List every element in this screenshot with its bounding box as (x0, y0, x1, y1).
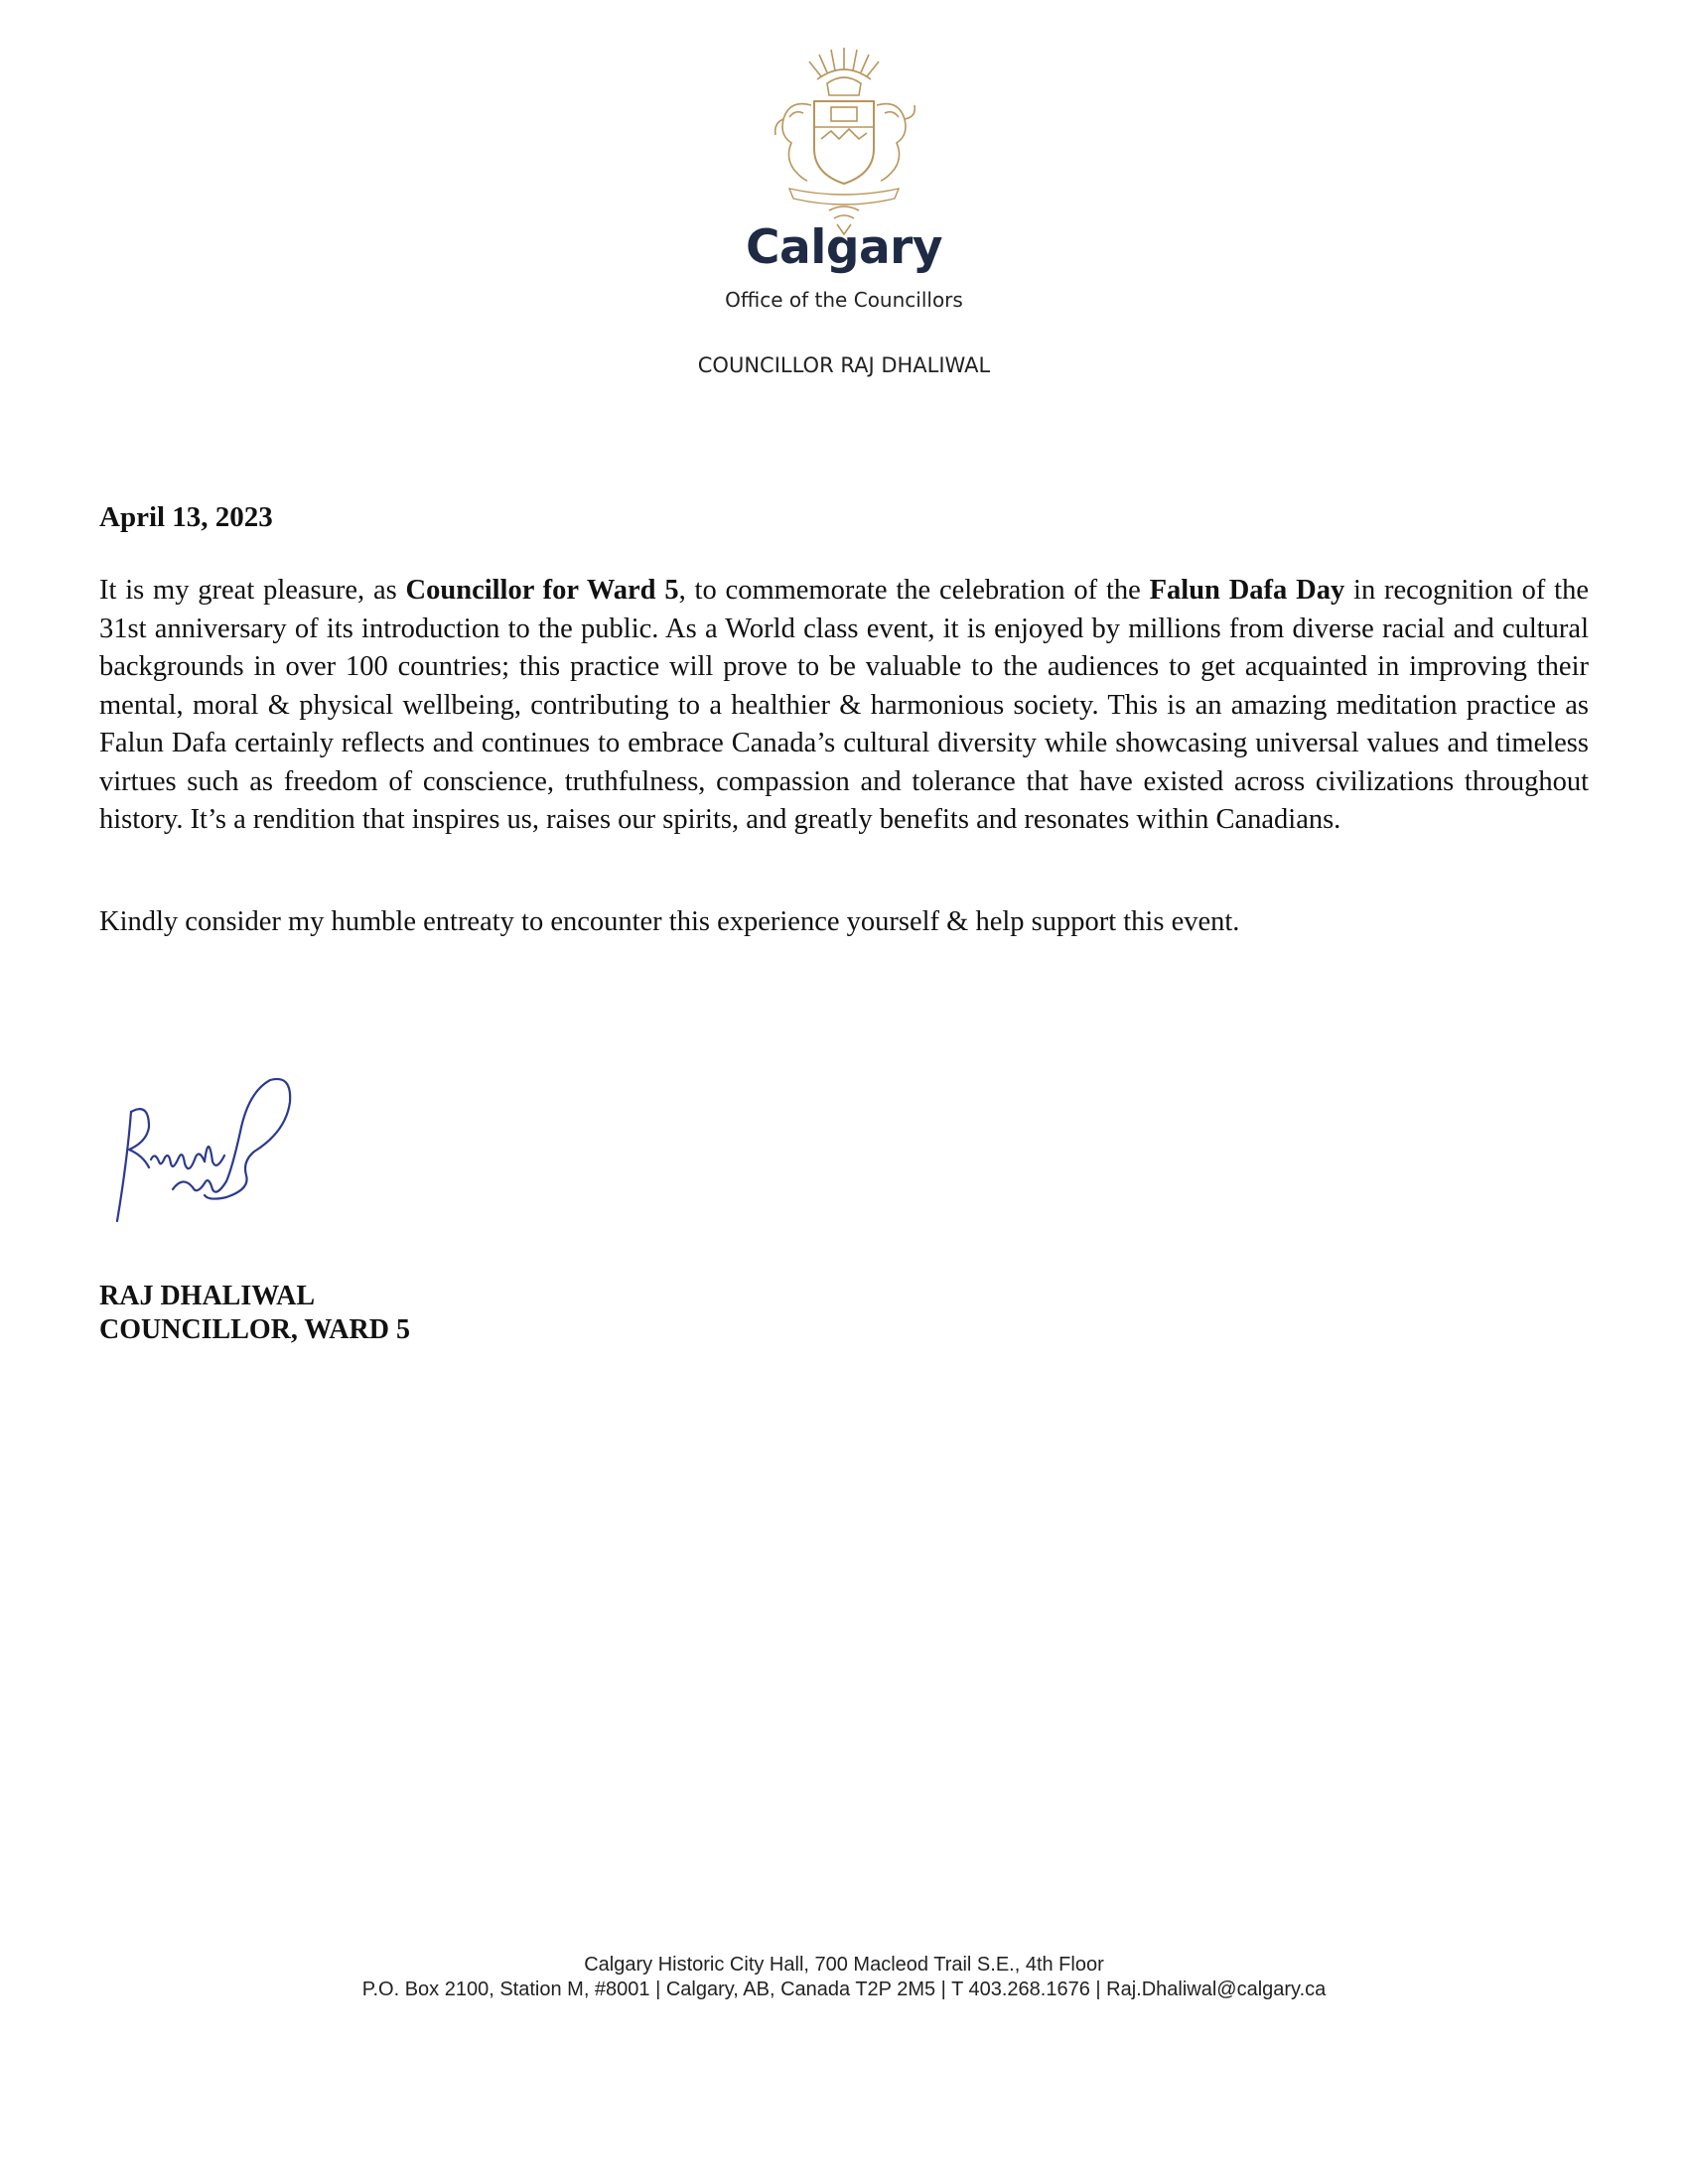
body-text-3: in recognition of the 31st anniversary of its introduction to the public. As a World class event, it is enjoyed by millions from diverse racial and cultural backgrounds in over 100 countries; this practice will prove to be valuable to the audiences to get acquainted in improving their mental, moral & physical wellbeing, contributing to a healthier & harmonious society. This is an amazing meditation practice as Falun Dafa certainly reflects and continues to embrace Canada’s cultural diversity while showcasing universal values and timeless virtues such as freedom of conscience, truthfulness, compassion and tolerance that have existed across civilizations throughout history. It’s a rendition that inspires us, raises our spirits, and greatly benefits and resonates within Canadians. (99, 575, 1590, 835)
body-text-2: , to commemorate the celebration of the (678, 575, 1150, 606)
footer-address: Calgary Historic City Hall, 700 Macleod Trail S.E., 4th Floor (584, 1954, 1104, 1976)
body-text-1: It is my great pleasure, as (99, 575, 406, 606)
handwritten-signature (109, 1072, 318, 1231)
signatory-title: COUNCILLOR, WARD 5 (99, 1314, 410, 1345)
body-bold-event: Falun Dafa Day (1149, 575, 1345, 606)
councillor-heading: COUNCILLOR RAJ DHALIWAL (697, 353, 991, 377)
brand-wordmark: Calgary (746, 220, 942, 275)
signatory-name: RAJ DHALIWAL (99, 1281, 316, 1311)
crest-sunburst (809, 48, 879, 79)
office-subtitle: Office of the Councillors (725, 288, 963, 312)
city-crest-logo (750, 40, 938, 238)
letter-date: April 13, 2023 (99, 501, 273, 533)
letter-closing-paragraph: Kindly consider my humble entreaty to encounter this experience yourself & help support this event. (99, 906, 1240, 937)
body-bold-ward: Councillor for Ward 5 (405, 575, 679, 606)
letter-body-paragraph (99, 572, 1589, 840)
footer-contact: P.O. Box 2100, Station M, #8001 | Calgary, AB, Canada T2P 2M5 | T 403.268.1676 | Raj.Dhaliwal@calgary.ca (361, 1979, 1327, 2000)
